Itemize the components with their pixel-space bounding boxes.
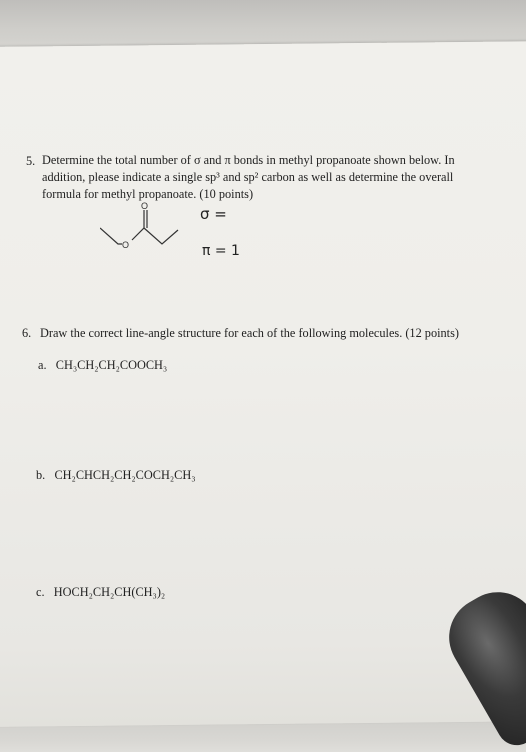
question-6c-formula: HOCH₂CH₂CH(CH₃)₂ <box>53 585 166 599</box>
question-6a-label: a. <box>38 358 47 372</box>
handwritten-pi-answer: π = 1 <box>202 243 240 259</box>
worksheet-paper <box>0 41 526 727</box>
question-5-text <box>42 152 512 203</box>
question-6-number: 6. <box>22 326 32 340</box>
question-6c-label: c. <box>36 585 45 599</box>
question-6a-formula: CH₃CH₂CH₂COOCH₃ <box>55 358 168 372</box>
question-6b-formula: CH₂CHCH₂CH₂COCH₂CH₃ <box>54 468 196 482</box>
question-6b <box>36 467 195 484</box>
methyl-bond <box>100 228 122 244</box>
question-6-text: Draw the correct line-angle structure for each of the following molecules. (12 points) <box>40 326 459 340</box>
question-5-number: 5. <box>26 154 36 168</box>
question-5-line-3: formula for methyl propanoate. (10 points) <box>42 187 254 201</box>
handwritten-sigma-answer: σ = <box>200 205 227 223</box>
ester-oxygen-label: O <box>122 240 130 250</box>
carbonyl-oxygen-label: O <box>141 201 149 211</box>
question-6b-label: b. <box>36 468 46 482</box>
question-6c <box>36 584 165 601</box>
question-5-line-1: Determine the total number of σ and π bonds in methyl propanoate shown below. In <box>42 153 455 167</box>
chain-bonds <box>132 228 178 244</box>
question-5-line-2: addition, please indicate a single sp³ and sp² carbon as well as determine the overall <box>42 170 454 184</box>
question-6a <box>38 357 167 374</box>
